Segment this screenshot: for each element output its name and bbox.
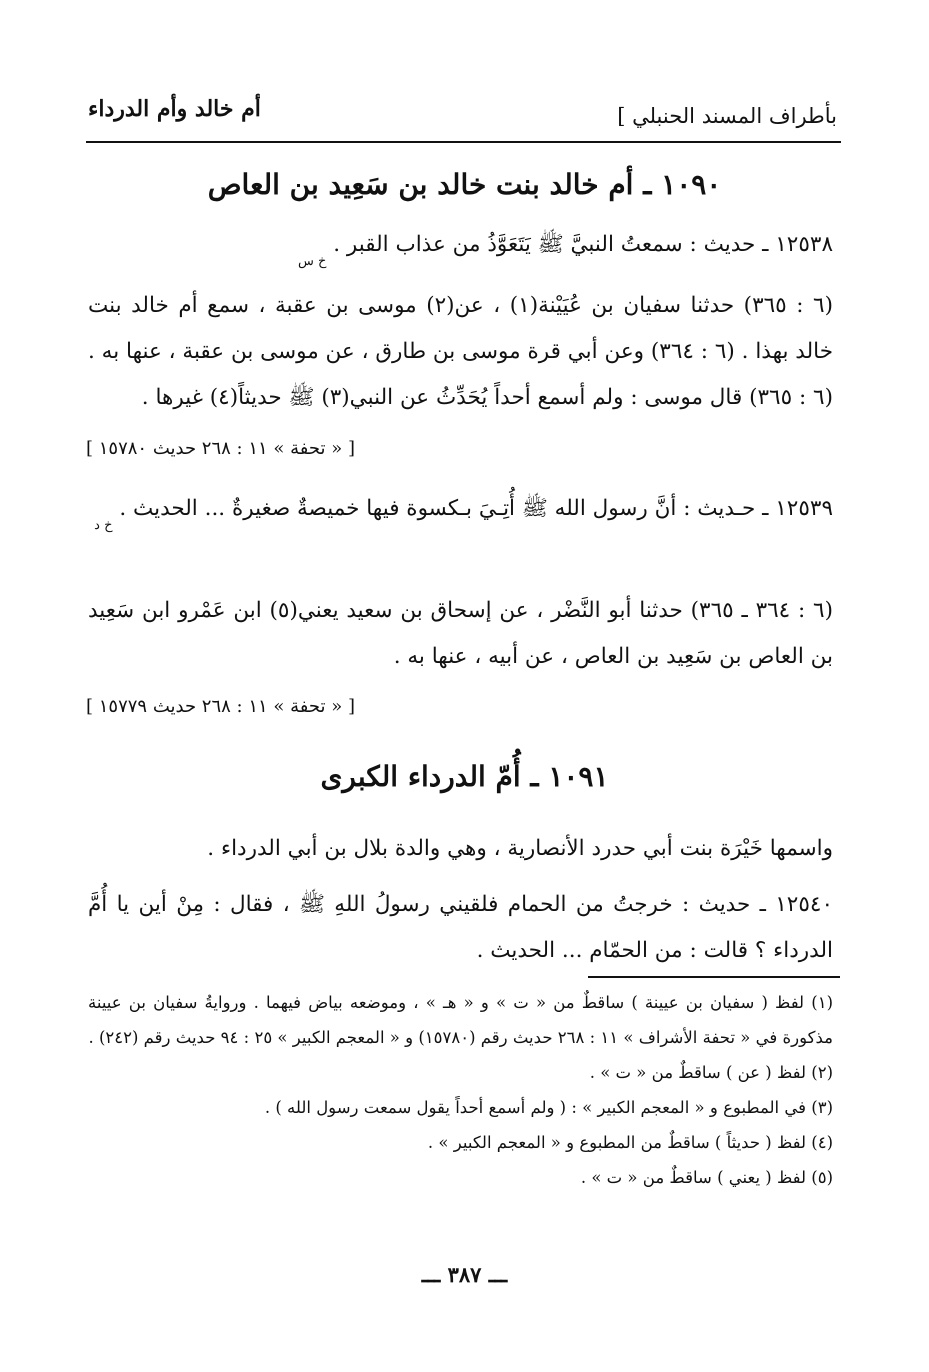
- header-divider: [86, 141, 841, 143]
- footnote-3: (٣) في المطبوع و « المعجم الكبير » : ( ولم أسمع أحداً يقول سمعت رسول الله ) .: [264, 1098, 833, 1117]
- footnote-4: (٤) لفظ ( حديثاً ) ساقطٌ من المطبوع و « المعجم الكبير » .: [427, 1133, 833, 1152]
- section-title-1090: ١٠٩٠ ـ أم خالد بنت خالد بن سَعِيد بن العاص: [207, 168, 722, 201]
- hadith-12539-chains: (٦ : ٣٦٤ ـ ٣٦٥) حدثنا أبو النَّضْر ، عن إسحاق بن سعيد يعني(٥) ابن عَمْرو ابن سَعِيد بن العاص بن سَعِيد بن العاص ، عن أبيه ، عنها به .: [88, 598, 833, 669]
- footnote-1: (١) لفظ ( سفيان بن عيينة ) ساقطٌ من « ت » و « هـ » ، وموضعه بياض فيهما . وروايةُ سفيان بن عيينة مذكورة في « تحفة الأشراف » ١١ : ٢٦٨ حديث رقم (١٥٧٨٠) و « المعجم الكبير » ٢٥ : ٩٤ حديث رقم (٢٤٢) .: [88, 993, 833, 1047]
- running-head-chapter: أم خالد وأم الدرداء: [88, 96, 261, 122]
- tuhfa-reference-15779: [ « تحفة » ١١ : ٢٦٨ حديث ١٥٧٧٩ ]: [86, 696, 355, 717]
- hadith-12538: [88, 222, 833, 285]
- hadith-sigla: خ س: [297, 254, 327, 269]
- hadith-text: ١٢٥٣٩ ـ حـديث : أنَّ رسول الله ﷺ أُتِـيَ بـكسوة فيها خميصةٌ صغيرةٌ ... الحديث .: [119, 496, 833, 521]
- hadith-12538-chains: (٦ : ٣٦٥) حدثنا سفيان بن عُيَيْنة(١) ، عن(٢) موسى بن عقبة ، سمع أم خالد بنت خالد بهذا . (٦ : ٣٦٤) وعن أبي قرة موسى بن طارق ، عن موسى بن عقبة ، عنها به . (٦ : ٣٦٥) قال موسى : ولم أسمع أحداً يُحَدِّثُ عن النبي(٣) ﷺ حديثاً(٤) غيرها .: [88, 293, 833, 410]
- footnote-2: (٢) لفظ ( عن ) ساقطٌ من « ت » .: [589, 1063, 833, 1082]
- hadith-sigla: خ د: [94, 518, 113, 533]
- hadith-text: ١٢٥٣٨ ـ حديث : سمعتُ النبيَّ ﷺ يَتَعَوَّذُ من عذاب القبر .: [333, 232, 833, 257]
- running-head-book: بأطراف المسند الحنبلي ]: [617, 104, 837, 128]
- hadith-12539: [88, 486, 833, 549]
- section-title-1091: ١٠٩١ ـ أُمّ الدرداء الكبرى: [320, 760, 609, 793]
- section-intro: واسمها خَيْرَة بنت أبي حدرد الأنصارية ، وهي والدة بلال بن أبي الدرداء .: [207, 836, 833, 861]
- footnote-5: (٥) لفظ ( يعني ) ساقطٌ من « ت » .: [580, 1168, 833, 1187]
- footnote-divider: [588, 976, 840, 978]
- hadith-12540: ١٢٥٤٠ ـ حديث : خرجتُ من الحمام فلقيني رسولُ اللهِ ﷺ ، فقال : مِنْ أين يا أُمَّ الدرداء ؟ قالت : من الحمّام ... الحديث .: [88, 892, 833, 963]
- footnotes: [88, 985, 833, 1195]
- page-number: ـــ ٣٨٧ ـــ: [421, 1262, 508, 1287]
- tuhfa-reference-15780: [ « تحفة » ١١ : ٢٦٨ حديث ١٥٧٨٠ ]: [86, 438, 355, 459]
